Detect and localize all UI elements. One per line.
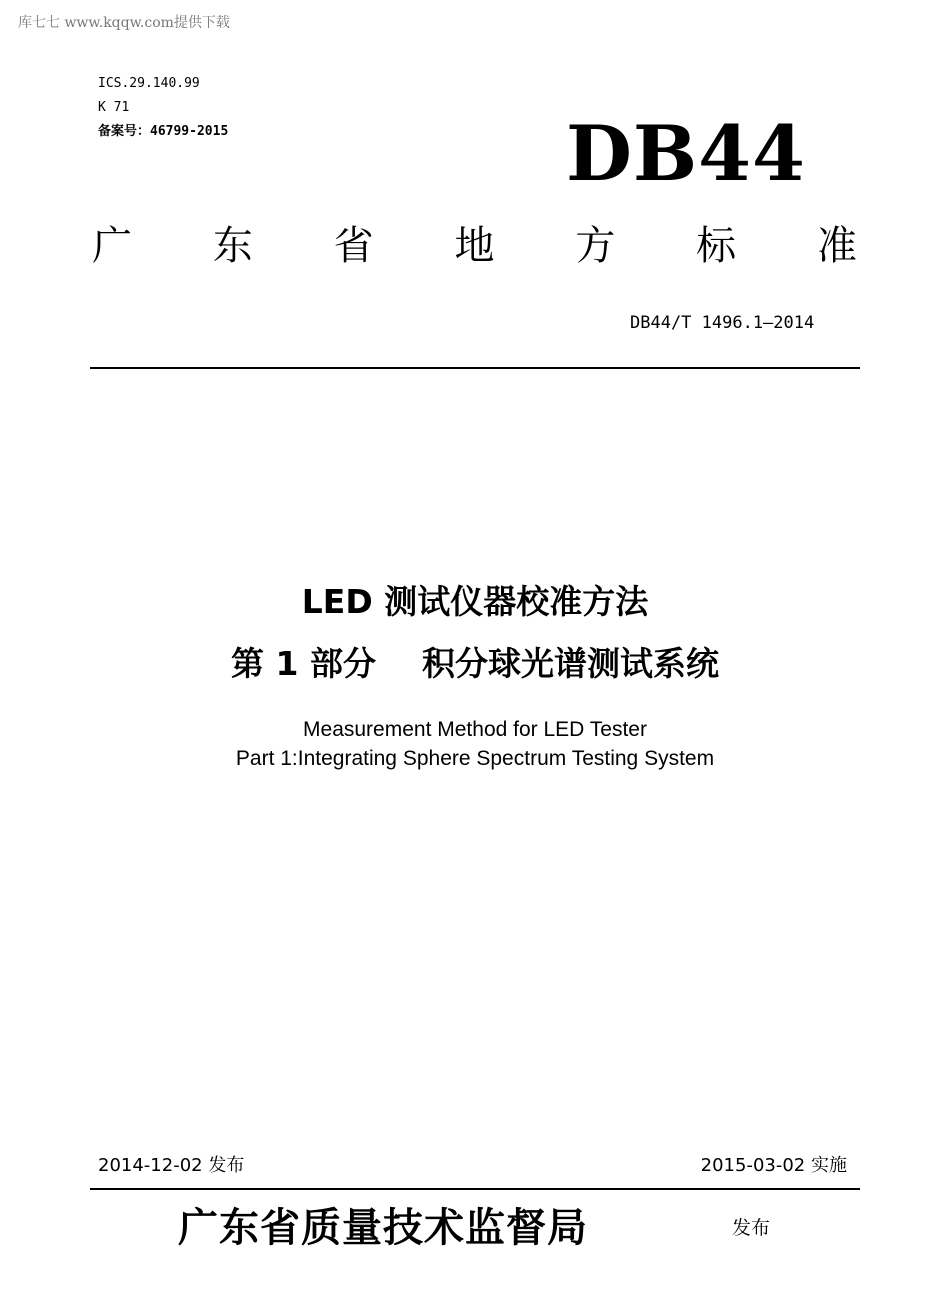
chinese-title-line2 <box>0 642 950 686</box>
standard-code: DB44/T 1496.1—2014 <box>630 313 815 333</box>
watermark-text: 库七七 www.kqqw.com提供下载 <box>18 15 230 31</box>
ics-code: ICS.29.140.99 <box>98 76 200 91</box>
issue-date: 2014-12-02 发布 <box>98 1155 245 1176</box>
chinese-title-line1: LED 测试仪器校准方法 <box>301 582 649 621</box>
record-number: 备案号：46799-2015 <box>98 124 229 139</box>
english-title-line1: Measurement Method for LED Tester <box>303 718 647 741</box>
part-number: 第 1 部分 <box>231 644 376 683</box>
publisher-name: 广东省质量技术监督局 <box>178 1204 588 1251</box>
standard-type-char: 地 <box>454 223 495 269</box>
implementation-date: 2015-03-02 实施 <box>700 1155 847 1176</box>
bottom-divider <box>90 1188 860 1190</box>
part-subject: 积分球光谱测试系统 <box>421 644 719 683</box>
db44-logo: DB44 <box>566 109 806 198</box>
standard-type-char: 准 <box>816 223 857 269</box>
standard-type-char: 标 <box>696 223 737 269</box>
standard-type-char: 省 <box>333 223 374 269</box>
english-title-line2: Part 1:Integrating Sphere Spectrum Testing System <box>235 747 715 770</box>
standard-type-char: 方 <box>575 223 616 269</box>
publish-label: 发布 <box>732 1217 771 1239</box>
standard-type-char: 东 <box>212 223 253 269</box>
classification-code: K 71 <box>98 100 130 115</box>
standard-type-heading <box>92 220 857 272</box>
top-divider <box>90 367 860 369</box>
standard-type-char: 广 <box>92 223 132 269</box>
